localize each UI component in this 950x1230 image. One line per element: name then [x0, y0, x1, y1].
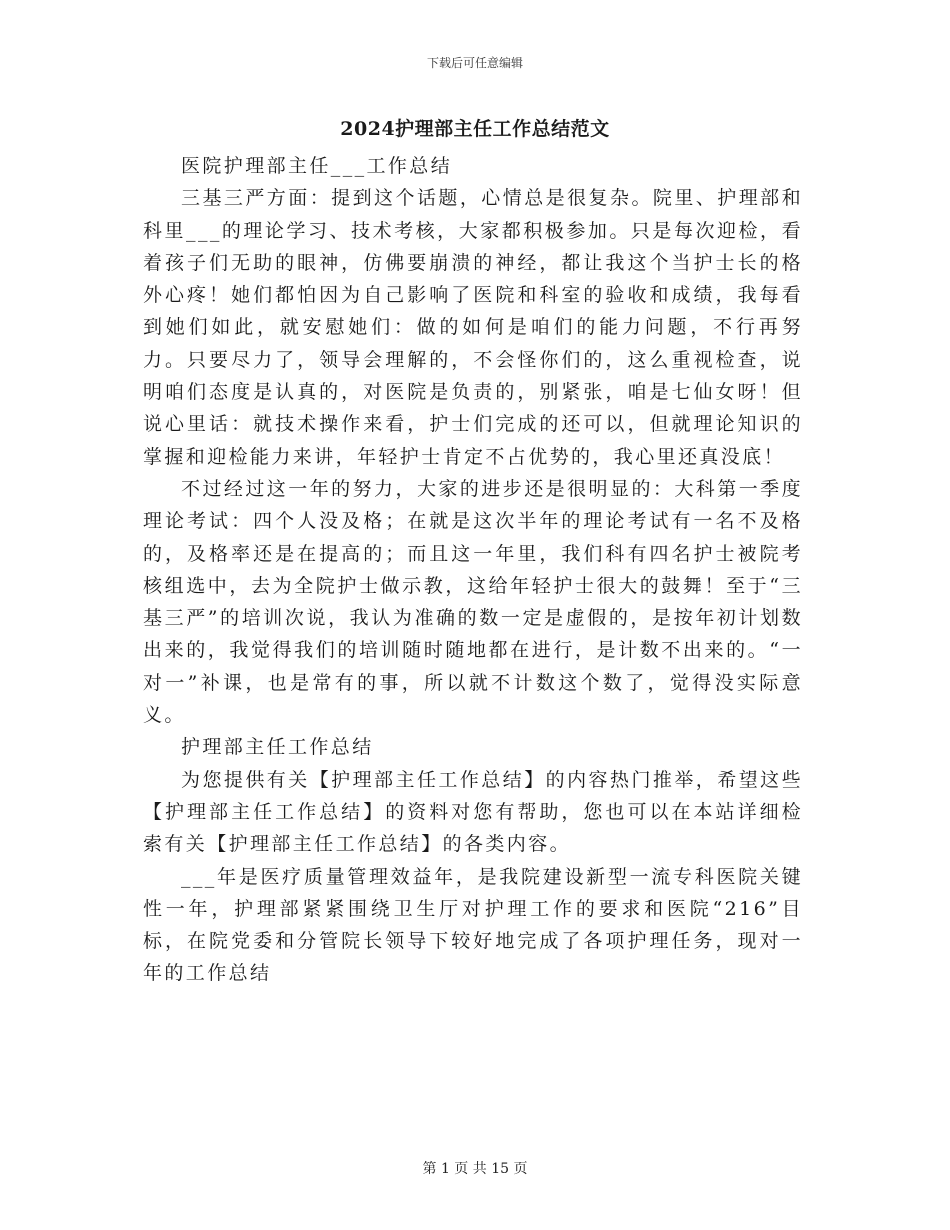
paragraph: ___年是医疗质量管理效益年，是我院建设新型一流专科医院关键性一年，护理部紧紧围绕卫生厅对护理工作的要求和医院“216”目标，在院党委和分管院长领导下较好地完成了各项护理任务，现对一年的工作总结: [143, 865, 803, 985]
paragraph: 不过经过这一年的努力，大家的进步还是很明显的：大科第一季度理论考试：四个人没及格；在就是这次半年的理论考试有一名不及格的，及格率还是在提高的；而且这一年里，我们科有四名护士被院考核组选中，去为全院护士做示教，这给年轻护士很大的鼓舞！至于“三基三严”的培训次说，我认为准确的数一定是虚假的，是按年初计划数出来的，我觉得我们的培训随时随地都在进行，是计数不出来的。“一对一”补课，也是常有的事，所以就不计数这个数了，觉得没实际意义。: [143, 477, 803, 727]
page-number: 第 1 页 共 15 页: [422, 1161, 528, 1177]
paragraph-heading: 护理部主任工作总结: [181, 736, 374, 759]
paragraph: 三基三严方面：提到这个话题，心情总是很复杂。院里、护理部和科里___的理论学习、技术考核，大家都积极参加。只是每次迎检，看着孩子们无助的眼神，仿佛要崩溃的神经，都让我这个当护士长的格外心疼！她们都怕因为自己影响了医院和科室的验收和成绩，我每看到她们如此，就安慰她们：做的如何是咱们的能力问题，不行再努力。只要尽力了，领导会理解的，不会怪你们的，这么重视检查，说明咱们态度是认真的，对医院是负责的，别紧张，咱是七仙女呀！但说心里话：就技术操作来看，护士们完成的还可以，但就理论知识的掌握和迎检能力来讲，年轻护士肯定不占优势的，我心里还真没底！: [143, 187, 803, 468]
document-body: [143, 150, 803, 990]
paragraph-subtitle: 医院护理部主任___工作总结: [181, 155, 453, 177]
header-note: 下载后可任意编辑: [426, 56, 523, 70]
paragraph: 为您提供有关【护理部主任工作总结】的内容热门推举，希望这些【护理部主任工作总结】的资料对您有帮助，您也可以在本站详细检索有关【护理部主任工作总结】的各类内容。: [143, 768, 803, 856]
document-title: 2024护理部主任工作总结范文: [340, 118, 610, 140]
